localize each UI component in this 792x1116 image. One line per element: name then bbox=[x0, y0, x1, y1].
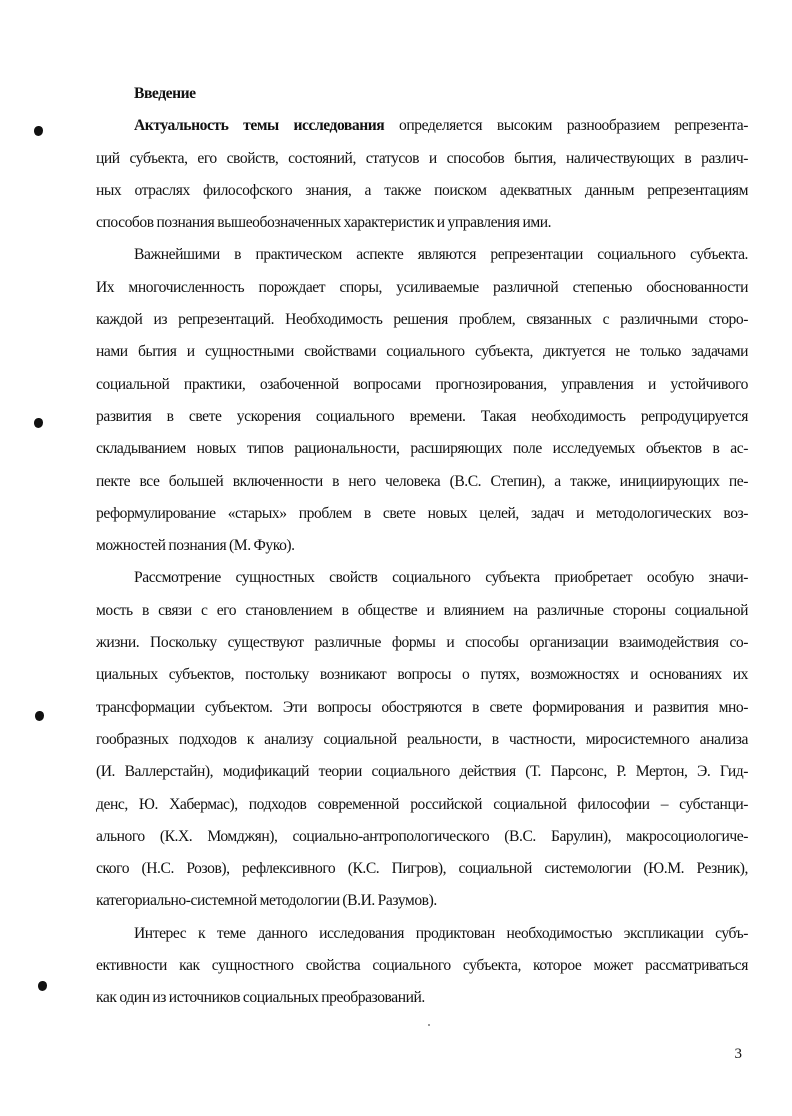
paragraph-2-line-9: реформулирование «старых» проблем в свете новых целей, задач и методологических воз- bbox=[96, 504, 748, 522]
paragraph-2-line-7: складыванием новых типов рациональности, расширяющих поле исследуемых объектов в ас- bbox=[96, 440, 748, 458]
paragraph-1-line-4: способов познания вышеобозначенных характеристик и управления ими. bbox=[96, 214, 552, 232]
paragraph-4-line-2: ективности как сущностного свойства социального субъекта, которое может рассматриваться bbox=[96, 957, 748, 975]
paragraph-3-line-1: Рассмотрение сущностных свойств социального субъекта приобретает особую значи- bbox=[134, 569, 748, 587]
paragraph-3-line-3: жизни. Поскольку существуют различные формы и способы организации взаимодействия со- bbox=[96, 634, 748, 652]
paragraph-2-line-4: нами бытия и сущностными свойствами социального субъекта, диктуется не только задачами bbox=[96, 343, 748, 361]
paragraph-1-line-1-text: определяется высоким разнообразием репрезента- bbox=[384, 117, 749, 135]
paragraph-3-line-5: трансформации субъектом. Эти вопросы обостряются в свете формирования и развития мно- bbox=[96, 698, 748, 716]
scan-speck bbox=[428, 1024, 430, 1026]
paragraph-1-line-3: ных отраслях философского знания, а также поиском адекватных данным репрезентациям bbox=[96, 181, 748, 199]
lead-bold-phrase: Актуальность темы исследования bbox=[134, 117, 385, 135]
paragraph-3-line-10: ского (Н.С. Розов), рефлексивного (К.С. Пигров), социальной системологии (Ю.М. Резник), bbox=[96, 860, 748, 878]
paragraph-3-line-6: гообразных подходов к анализу социальной реальности, в частности, миросистемного анализа bbox=[96, 730, 748, 748]
paragraph-2-line-3: каждой из репрезентаций. Необходимость решения проблем, связанных с различными сторо- bbox=[96, 311, 748, 329]
paragraph-3-line-9: ального (К.Х. Момджян), социально-антропологического (В.С. Барулин), макросоциологиче- bbox=[96, 827, 748, 845]
paragraph-4-line-1: Интерес к теме данного исследования продиктован необходимостью экспликации субъ- bbox=[134, 924, 748, 942]
paragraph-2-line-5: социальной практики, озабоченной вопросами прогнозирования, управления и устойчивого bbox=[96, 375, 748, 393]
paragraph-2-line-2: Их многочисленность порождает споры, усиливаемые различной степенью обоснованности bbox=[96, 278, 748, 296]
paragraph-1-line-2: ций субъекта, его свойств, состояний, статусов и способов бытия, наличествующих в различ- bbox=[96, 149, 748, 167]
punch-hole-mark bbox=[35, 711, 44, 721]
paragraph-3-line-7: (И. Валлерстайн), модификаций теории социального действия (Т. Парсонс, Р. Мертон, Э. Гид- bbox=[96, 763, 748, 781]
paragraph-2-line-10: можностей познания (М. Фуко). bbox=[96, 537, 295, 555]
paragraph-3-line-2: мость в связи с его становлением в обществе и влиянием на различные стороны социальной bbox=[96, 601, 748, 619]
paragraph-1-line-1 bbox=[96, 110, 748, 142]
paragraph-3-line-8: денс, Ю. Хабермас), подходов современной российской социальной философии – субстанци- bbox=[96, 795, 748, 813]
document-body bbox=[96, 78, 748, 1015]
paragraph-2-line-6: развития в свете ускорения социального времени. Такая необходимость репродуцируется bbox=[96, 407, 748, 425]
punch-hole-mark bbox=[34, 126, 43, 136]
page-number: 3 bbox=[734, 1046, 742, 1062]
paragraph-3-line-4: циальных субъектов, постольку возникают вопросы о путях, возможностях и основаниях их bbox=[96, 666, 748, 684]
punch-hole-mark bbox=[34, 418, 43, 428]
paragraph-4-line-3: как один из источников социальных преобразований. bbox=[96, 989, 425, 1007]
paragraph-2-line-1: Важнейшими в практическом аспекте являются репрезентации социального субъекта. bbox=[134, 246, 748, 264]
paragraph-3-line-11: категориально-системной методологии (В.И. Разумов). bbox=[96, 892, 437, 910]
punch-hole-mark bbox=[38, 981, 47, 991]
section-heading: Введение bbox=[134, 85, 196, 102]
paragraph-2-line-8: пекте все большей включенности в него человека (В.С. Степин), а также, инициирующих пе- bbox=[96, 472, 748, 490]
